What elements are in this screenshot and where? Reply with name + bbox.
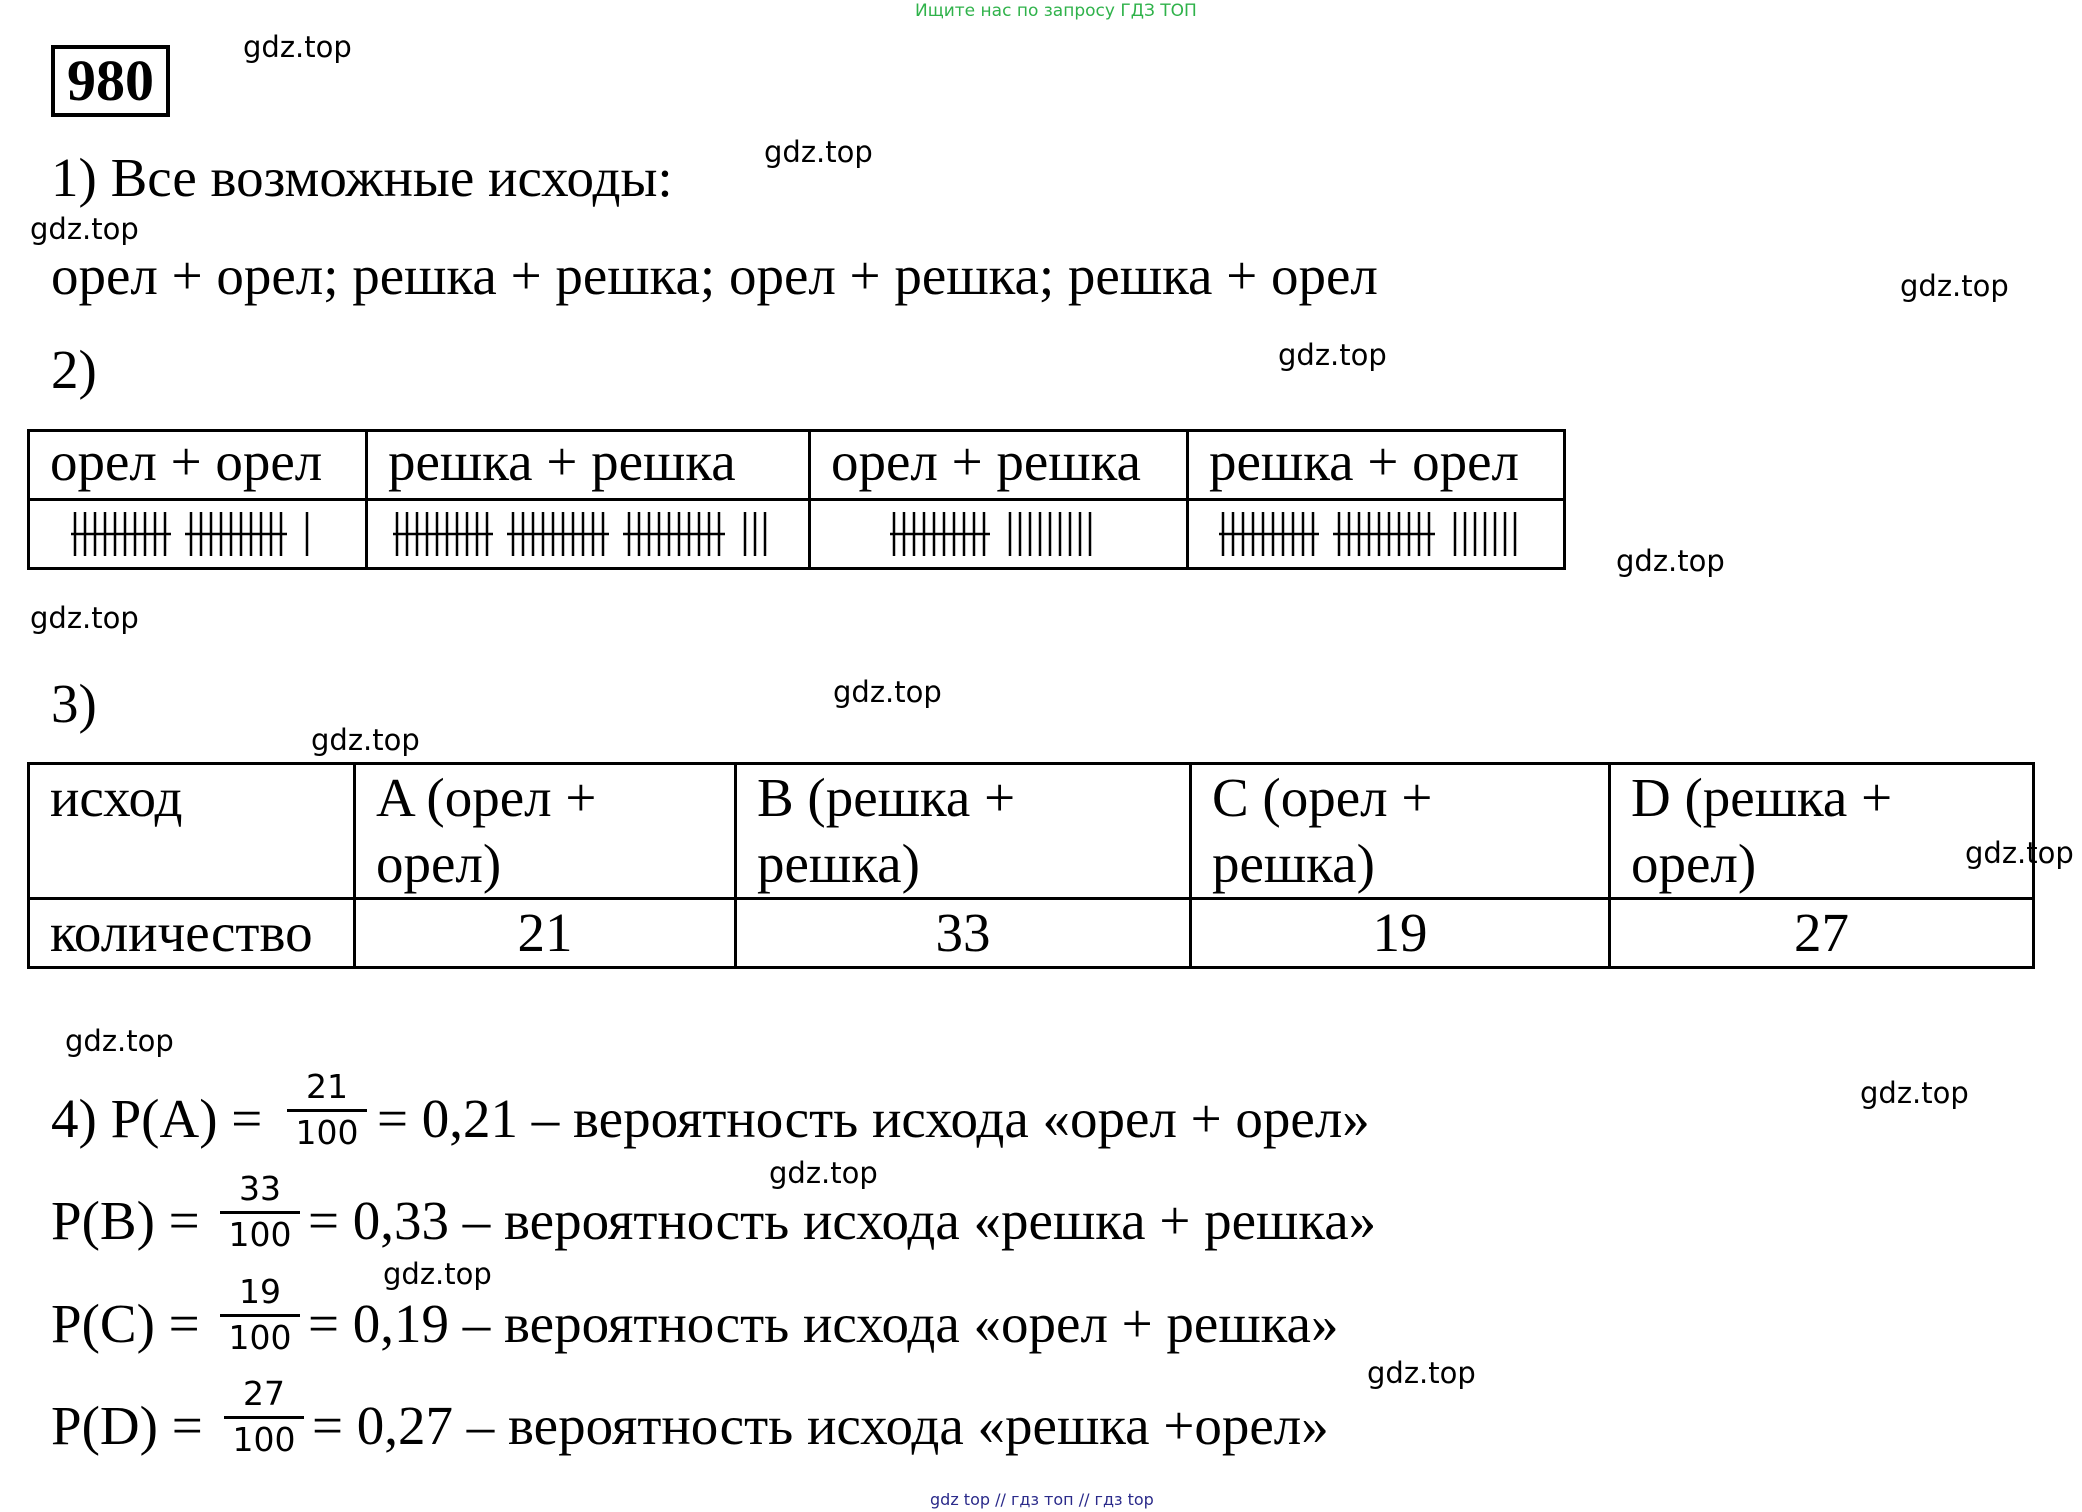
fraction-denominator: 100 bbox=[228, 1318, 292, 1357]
part3-heading: 3) bbox=[51, 673, 97, 734]
fraction-numerator: 19 bbox=[239, 1272, 281, 1311]
tally-header-cell: решка + решка bbox=[367, 431, 810, 500]
prob-line-d-prefix: P(D) = bbox=[51, 1395, 203, 1456]
watermark: gdz.top bbox=[243, 30, 352, 64]
count-cell: 21 bbox=[355, 899, 736, 968]
watermark: gdz.top bbox=[1278, 338, 1387, 372]
fraction-numerator: 33 bbox=[239, 1169, 281, 1208]
fraction-bar bbox=[287, 1109, 367, 1112]
watermark: gdz.top bbox=[1616, 544, 1725, 578]
prob-line-a-prefix: 4) P(A) = bbox=[51, 1088, 263, 1149]
outcome-line2: решка) bbox=[757, 833, 920, 894]
fraction-b bbox=[220, 1169, 300, 1254]
part1-heading: 1) Все возможные исходы: bbox=[51, 147, 673, 208]
part2-heading: 2) bbox=[51, 339, 97, 400]
watermark: gdz.top bbox=[311, 723, 420, 757]
tally-marks bbox=[393, 506, 783, 562]
tally-marks bbox=[890, 506, 1108, 562]
watermark: gdz.top bbox=[65, 1024, 174, 1058]
outcome-table bbox=[27, 762, 2035, 969]
outcome-cell bbox=[355, 764, 736, 899]
outcome-line1: C (орел + bbox=[1212, 767, 1433, 828]
part1-outcomes: орел + орел; решка + решка; орел + решка; решка + орел bbox=[51, 245, 1378, 306]
tally-header-cell: орел + решка bbox=[810, 431, 1188, 500]
fraction-denominator: 100 bbox=[295, 1113, 359, 1152]
prob-line-c-prefix: P(C) = bbox=[51, 1293, 200, 1354]
outcome-line1: A (орел + bbox=[376, 767, 597, 828]
prob-line-c-suffix: = 0,19 – вероятность исхода «орел + решка» bbox=[308, 1293, 1339, 1354]
prob-line-b-suffix: = 0,33 – вероятность исхода «решка + решка» bbox=[308, 1190, 1377, 1251]
fraction-c bbox=[220, 1272, 300, 1357]
watermark: gdz.top bbox=[1965, 836, 2074, 870]
top-banner[interactable]: Ищите нас по запросу ГДЗ ТОП bbox=[915, 1, 1197, 21]
tally-cell bbox=[29, 500, 367, 569]
fraction-bar bbox=[220, 1314, 300, 1317]
outcome-cell bbox=[1191, 764, 1610, 899]
fraction-a bbox=[287, 1067, 367, 1152]
watermark: gdz.top bbox=[30, 601, 139, 635]
outcome-cell bbox=[1610, 764, 2034, 899]
footer-links[interactable]: gdz top // гдз топ // гдз top bbox=[930, 1490, 1154, 1509]
tally-table bbox=[27, 429, 1566, 570]
tally-marks bbox=[71, 506, 325, 562]
watermark: gdz.top bbox=[769, 1156, 878, 1190]
fraction-numerator: 27 bbox=[243, 1374, 285, 1413]
fraction-d bbox=[224, 1374, 304, 1459]
fraction-numerator: 21 bbox=[306, 1067, 348, 1106]
tally-cell bbox=[1188, 500, 1565, 569]
tally-header-cell: решка + орел bbox=[1188, 431, 1565, 500]
prob-line-d-suffix: = 0,27 – вероятность исхода «решка +орел» bbox=[312, 1395, 1329, 1456]
problem-number: 980 bbox=[51, 45, 170, 117]
count-row-label: количество bbox=[29, 899, 355, 968]
tally-cell bbox=[810, 500, 1188, 569]
outcome-row-label: исход bbox=[29, 764, 355, 899]
prob-line-b-prefix: P(B) = bbox=[51, 1190, 200, 1251]
count-cell: 33 bbox=[736, 899, 1191, 968]
outcome-line1: D (решка + bbox=[1631, 767, 1893, 828]
watermark: gdz.top bbox=[383, 1257, 492, 1291]
fraction-bar bbox=[224, 1416, 304, 1419]
fraction-denominator: 100 bbox=[232, 1420, 296, 1459]
outcome-line2: орел) bbox=[1631, 833, 1757, 894]
prob-line-a-suffix: = 0,21 – вероятность исхода «орел + орел» bbox=[377, 1088, 1370, 1149]
outcome-line2: орел) bbox=[376, 833, 502, 894]
watermark: gdz.top bbox=[30, 212, 139, 246]
count-cell: 27 bbox=[1610, 899, 2034, 968]
outcome-cell bbox=[736, 764, 1191, 899]
watermark: gdz.top bbox=[764, 135, 873, 169]
tally-header-cell: орел + орел bbox=[29, 431, 367, 500]
outcome-line2: решка) bbox=[1212, 833, 1375, 894]
watermark: gdz.top bbox=[1367, 1356, 1476, 1390]
watermark: gdz.top bbox=[833, 675, 942, 709]
fraction-denominator: 100 bbox=[228, 1215, 292, 1254]
count-cell: 19 bbox=[1191, 899, 1610, 968]
fraction-bar bbox=[220, 1211, 300, 1214]
tally-cell bbox=[367, 500, 810, 569]
tally-marks bbox=[1219, 506, 1533, 562]
outcome-line1: B (решка + bbox=[757, 767, 1016, 828]
watermark: gdz.top bbox=[1860, 1076, 1969, 1110]
watermark: gdz.top bbox=[1900, 269, 2009, 303]
